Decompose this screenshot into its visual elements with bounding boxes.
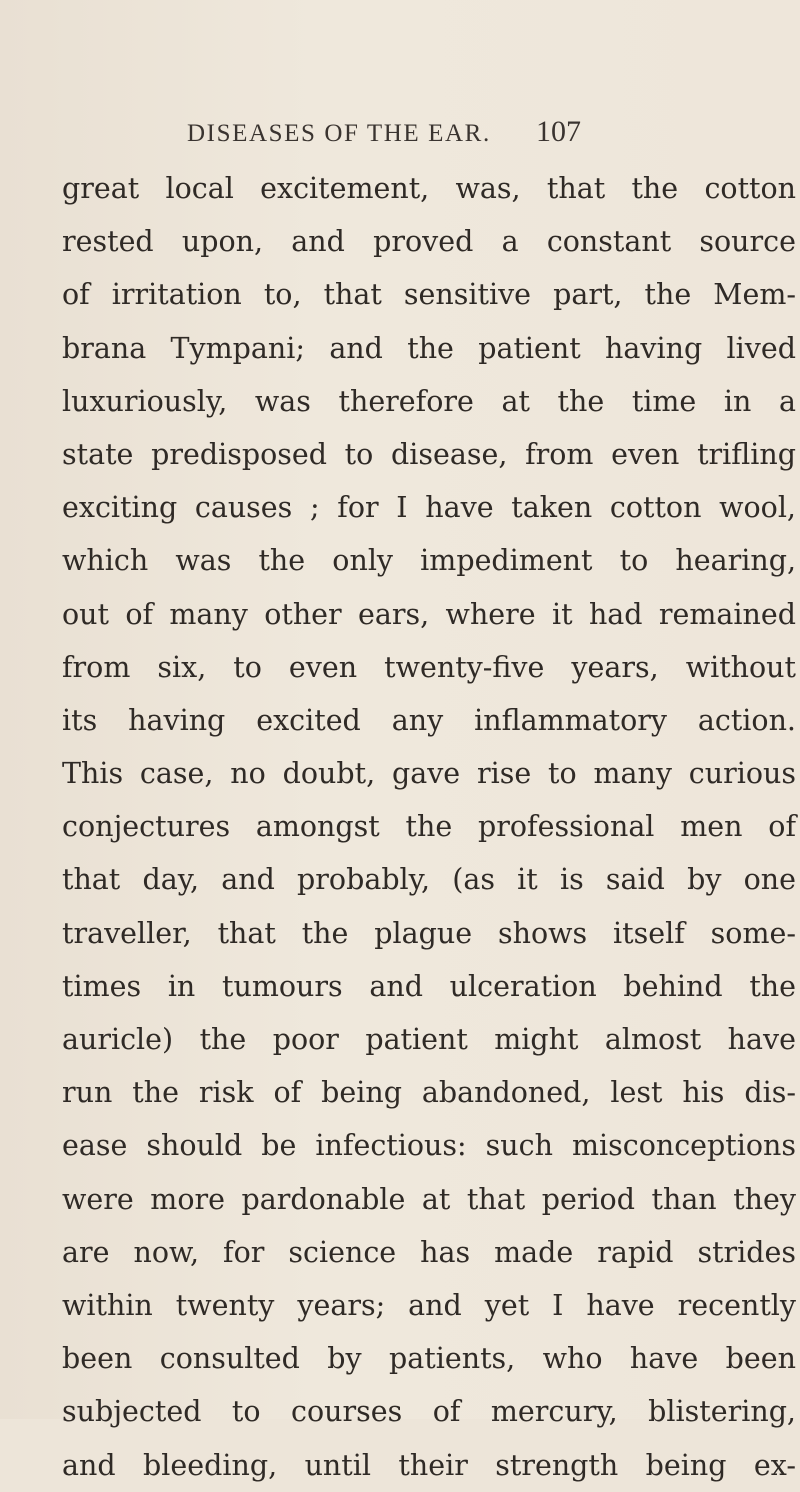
text-line: times in tumours and ulceration behind the <box>62 969 796 1003</box>
text-line: brana Tympani; and the patient having lived <box>62 331 796 365</box>
text-line: and bleeding, until their strength being ex- <box>62 1448 796 1482</box>
text-line: that day, and probably, (as it is said by one <box>62 863 796 897</box>
text-line: been consulted by patients, who have been <box>62 1342 796 1376</box>
running-title: DISEASES OF THE EAR. <box>187 120 491 147</box>
text-line: subjected to courses of mercury, blistering, <box>62 1395 796 1429</box>
text-line: exciting causes ; for I have taken cotton wool, <box>62 491 796 525</box>
text-line: are now, for science has made rapid strides <box>62 1235 796 1269</box>
text-line: its having excited any inflammatory action. <box>62 703 796 737</box>
text-line: This case, no doubt, gave rise to many curious <box>62 757 796 791</box>
text-line: run the risk of being abandoned, lest his dis- <box>62 1076 796 1110</box>
text-line: traveller, that the plague shows itself some- <box>62 916 796 950</box>
text-line: auricle) the poor patient might almost have <box>62 1023 796 1056</box>
body-text <box>62 162 796 1492</box>
text-line: within twenty years; and yet I have recently <box>62 1288 796 1322</box>
text-line: rested upon, and proved a constant source <box>62 225 796 259</box>
text-line: ease should be infectious: such misconceptions <box>62 1129 796 1163</box>
text-line: from six, to even twenty-five years, without <box>62 650 796 684</box>
text-line: out of many other ears, where it had remained <box>62 597 796 631</box>
text-line: were more pardonable at that period than they <box>62 1182 796 1216</box>
text-line: conjectures amongst the professional men of <box>62 810 796 844</box>
page-number: 107 <box>536 115 581 148</box>
running-head <box>0 115 800 158</box>
text-line: luxuriously, was therefore at the time in a <box>62 384 796 418</box>
text-line: of irritation to, that sensitive part, the Mem- <box>62 278 796 312</box>
text-line: which was the only impediment to hearing, <box>62 544 796 578</box>
text-line: great local excitement, was, that the cotton <box>62 172 796 205</box>
text-line: state predisposed to disease, from even trifling <box>62 437 796 471</box>
